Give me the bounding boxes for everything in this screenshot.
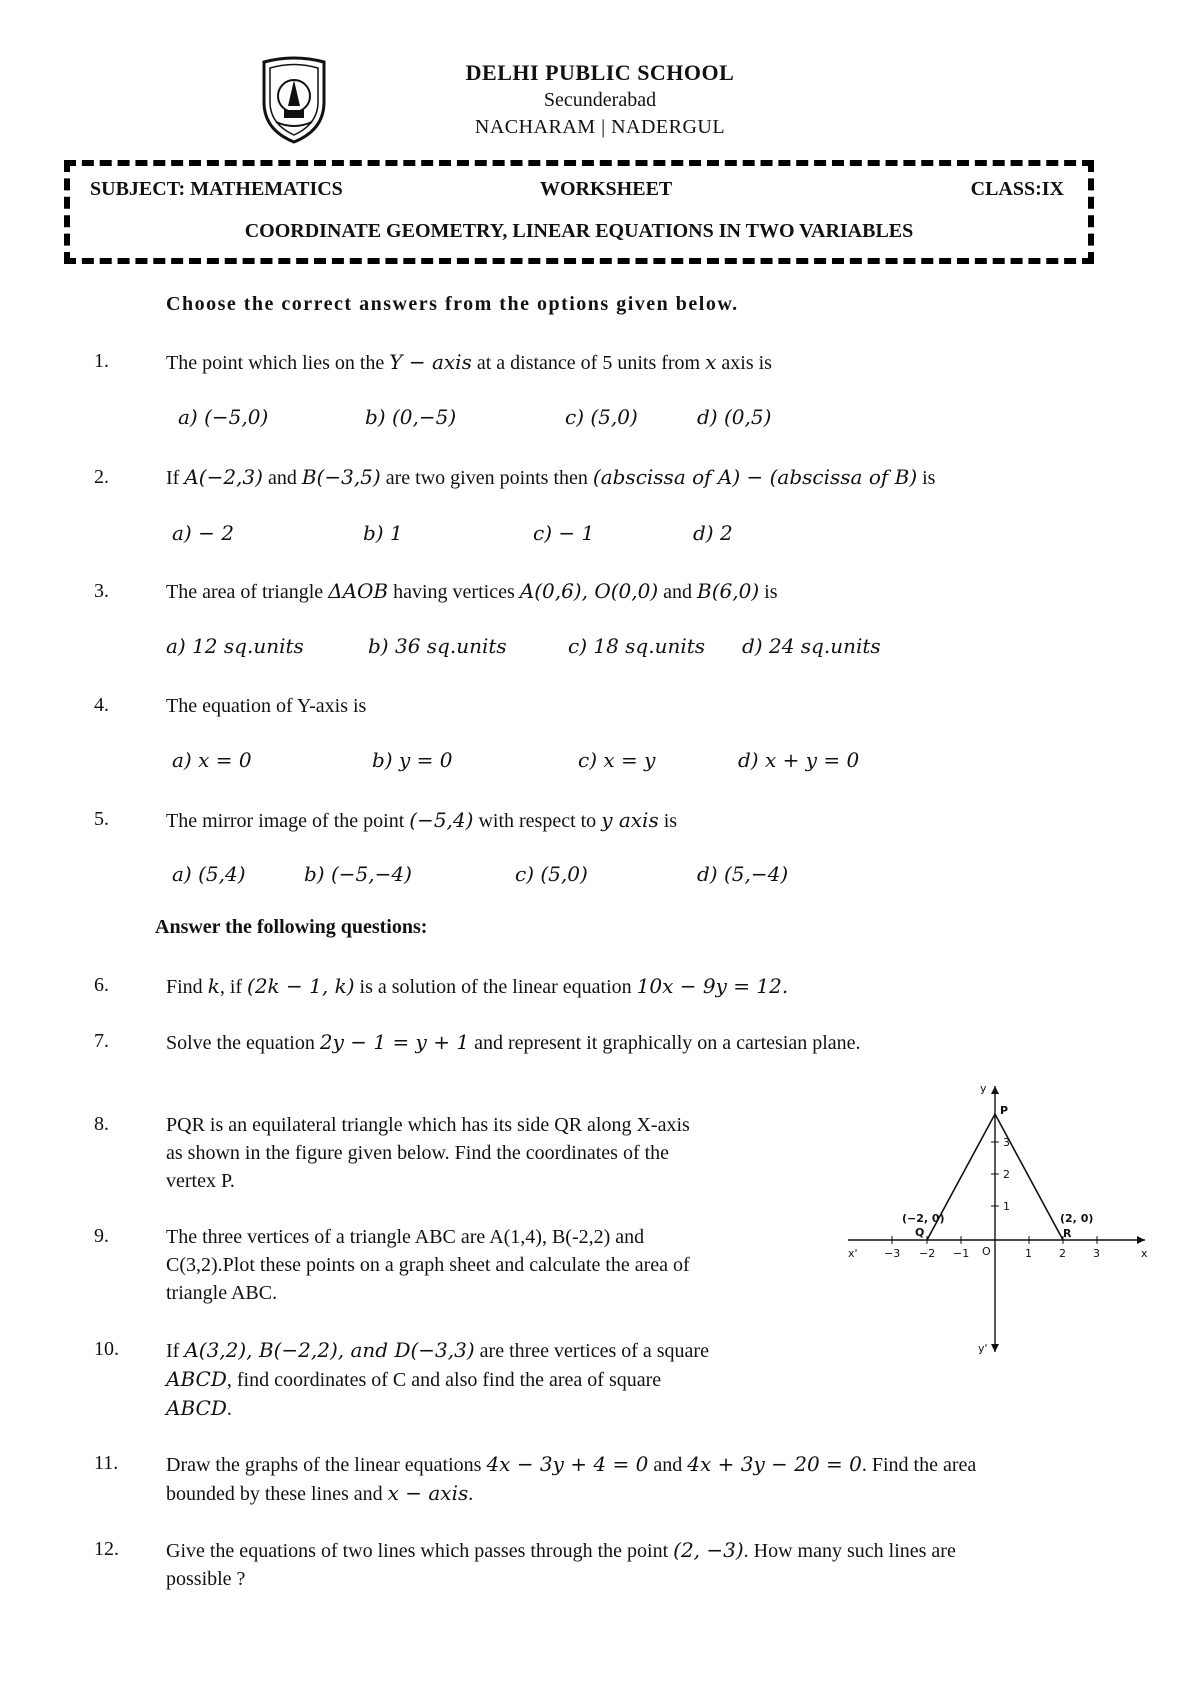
q12-number: 12. [94,1538,119,1560]
q5-option-a: a) (5,4) [172,862,246,886]
worksheet-banner [64,160,1094,264]
q8-text: PQR is an equilateral triangle which has its side QR along X-axis as shown in the figure given below. Find the coordinates of the vertex P. [166,1114,690,1192]
school-name: DELHI PUBLIC SCHOOL [465,60,735,85]
x-tick-label: −1 [953,1247,970,1260]
section-1-heading: Choose the correct answers from the options given below. [166,293,739,315]
vertex-r-label: R [1063,1227,1072,1240]
y-tick-label: 1 [1003,1200,1010,1213]
vertex-q-label: Q [915,1226,925,1239]
x-tick-label: −3 [884,1247,901,1260]
q5-number: 5. [94,808,109,830]
q1-option-a: a) (−5,0) [178,405,269,429]
q4-option-a: a) x = 0 [172,748,252,772]
school-city: Secunderabad [543,89,657,111]
q7-number: 7. [94,1030,109,1052]
subject-label: SUBJECT: MATHEMATICS [90,178,343,200]
y-axis-arrow-down [991,1344,999,1352]
y-axis-arrow-up [991,1086,999,1094]
q2-number: 2. [94,466,109,488]
q3-option-b: b) 36 sq.units [368,634,507,658]
q3-text: The area of triangle ΔAOB having vertices A(0,6), O(0,0) and B(6,0) is [166,579,778,603]
q2-option-c: c) − 1 [533,521,595,545]
x-axis-arrow [1137,1236,1145,1244]
q9-number: 9. [94,1225,109,1247]
y-tick-label: 2 [1003,1168,1010,1181]
q10-text: If A(3,2), B(−2,2), and D(−3,3) are three vertices of a square ABCD, find coordinates of C and also find the area of square ABCD. [166,1338,709,1420]
q5-option-c: c) (5,0) [515,862,588,886]
x-axis-neg-label: x' [848,1247,858,1260]
topic-title: COORDINATE GEOMETRY, LINEAR EQUATIONS IN TWO VARIABLES [244,220,914,242]
q4-number: 4. [94,694,109,716]
triangle-pqr-figure [840,1080,1155,1360]
q2-option-b: b) 1 [363,521,403,545]
origin-label: O [982,1245,991,1258]
school-branches: NACHARAM | NADERGUL [474,116,726,138]
q10-number: 10. [94,1338,119,1360]
q5-text: The mirror image of the point (−5,4) with respect to y axis is [166,808,678,832]
q2-option-a: a) − 2 [172,521,234,545]
q1-number: 1. [94,350,109,372]
y-axis-neg-label: y' [978,1342,988,1355]
q4-option-b: b) y = 0 [372,748,453,772]
q7-text: Solve the equation 2y − 1 = y + 1 and represent it graphically on a cartesian plane. [166,1030,861,1054]
x-tick-label: 1 [1025,1247,1032,1260]
q5-option-d: d) (5,−4) [697,862,789,886]
q2-option-d: d) 2 [693,521,733,545]
q12-text: Give the equations of two lines which passes through the point (2, −3). How many such lines are possible ? [166,1538,956,1590]
section-2-heading: Answer the following questions: [155,916,428,938]
q-coordinate-label: (−2, 0) [902,1212,945,1225]
x-axis-label: x [1141,1247,1148,1260]
q8-number: 8. [94,1113,109,1135]
worksheet-label: WORKSHEET [540,178,673,200]
r-coordinate-label: (2, 0) [1060,1212,1094,1225]
x-tick-label: 3 [1093,1247,1100,1260]
q11-text: Draw the graphs of the linear equations 4x − 3y + 4 = 0 and 4x + 3y − 20 = 0. Find the area bounded by these lines and x − axis. [166,1452,977,1505]
y-tick-label: 3 [1003,1136,1010,1149]
q3-option-a: a) 12 sq.units [166,634,304,658]
x-tick-label: −2 [919,1247,936,1260]
q1-text: The point which lies on the Y − axis at a distance of 5 units from x axis is [166,350,772,374]
q1-option-b: b) (0,−5) [365,405,457,429]
q3-option-d: d) 24 sq.units [742,634,881,658]
q2-text: If A(−2,3) and B(−3,5) are two given points then (abscissa of A) − (abscissa of B) is [166,465,936,489]
x-tick-label: 2 [1059,1247,1066,1260]
q4-option-c: c) x = y [578,748,656,772]
q3-option-c: c) 18 sq.units [568,634,706,658]
q1-option-c: c) (5,0) [565,405,638,429]
q9-text: The three vertices of a triangle ABC are A(1,4), B(-2,2) and C(3,2).Plot these points on a graph sheet and calculate the area of triangle ABC. [166,1226,690,1304]
q5-option-b: b) (−5,−4) [304,862,412,886]
vertex-p-label: P [1000,1104,1009,1117]
q6-text: Find k, if (2k − 1, k) is a solution of the linear equation 10x − 9y = 12. [166,974,789,998]
q11-number: 11. [94,1452,119,1474]
q4-option-d: d) x + y = 0 [738,748,860,772]
q1-option-d: d) (0,5) [697,405,772,429]
q6-number: 6. [94,974,109,996]
y-axis-label: y [980,1082,987,1095]
q4-text: The equation of Y-axis is [166,695,367,717]
class-label: CLASS:IX [970,178,1064,200]
q3-number: 3. [94,580,109,602]
